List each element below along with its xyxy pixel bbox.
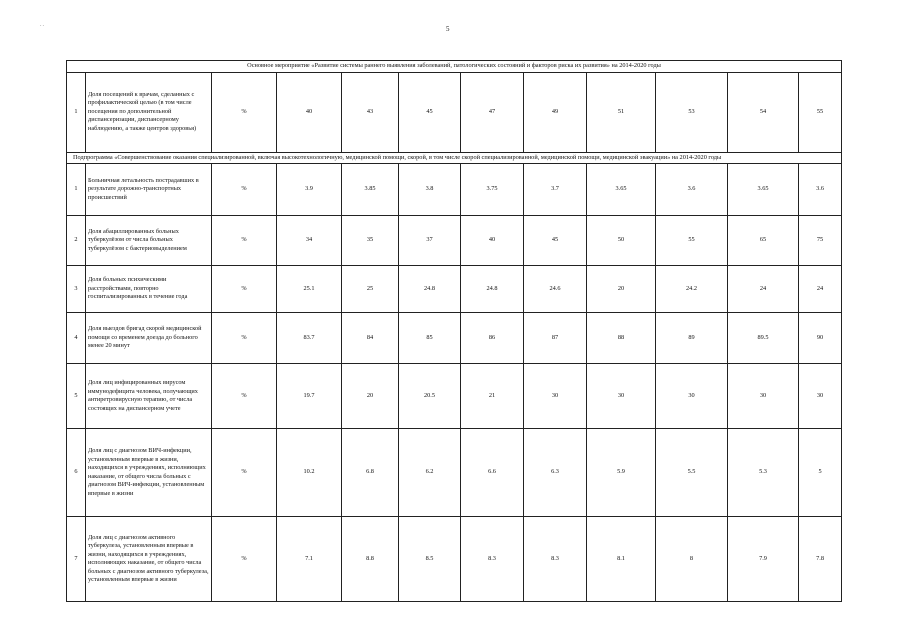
value-cell: 88 [587, 313, 656, 364]
indicator-name: Доля посещений к врачам, сделанных с профилактической целью (в том числе посещения по дополнительной диспансеризации, диспансерному наблюдению, а также центров здоровья) [86, 72, 212, 152]
value-cell: 3.7 [524, 164, 587, 216]
value-cell: 5 [799, 429, 842, 517]
value-cell: 45 [524, 216, 587, 266]
value-cell: 5.3 [728, 429, 799, 517]
value-cell: 8 [656, 517, 728, 602]
value-cell: 3.65 [587, 164, 656, 216]
indicator-name: Доля лиц инфицированных вирусом иммунодефицита человека, получающих антиретровирусную терапию, от числа состоящих на диспансерном учете [86, 364, 212, 429]
indicator-name: Доля лиц с диагнозом активного туберкулеза, установленным впервые в жизни, находящихся в учреждениях, исполняющих наказание, от общего числа больных с диагнозом активного туберкулеза, установленным впервые в жизни [86, 517, 212, 602]
value-cell: 6.2 [399, 429, 461, 517]
table-row [67, 164, 842, 216]
value-cell: 6.3 [524, 429, 587, 517]
indicator-name: Доля выездов бригад скорой медицинской помощи со временем доезда до больного менее 20 минут [86, 313, 212, 364]
value-cell: 8.3 [461, 517, 524, 602]
value-cell: 87 [524, 313, 587, 364]
row-number: 4 [67, 313, 86, 364]
value-cell: 8.3 [524, 517, 587, 602]
value-cell: 90 [799, 313, 842, 364]
value-cell: 43 [342, 72, 399, 152]
table-row [67, 266, 842, 313]
table-row [67, 72, 842, 152]
scan-marks: .. [40, 22, 45, 28]
indicator-name: Доля лиц с диагнозом ВИЧ-инфекции, установленным впервые в жизни, находящихся в учреждениях, исполняющих наказание, от общего числа больных с диагнозом ВИЧ-инфекции, установленным впервые в жизни [86, 429, 212, 517]
value-cell: 30 [524, 364, 587, 429]
value-cell: 40 [461, 216, 524, 266]
value-cell: 6.6 [461, 429, 524, 517]
unit-cell: % [212, 266, 277, 313]
value-cell: 54 [728, 72, 799, 152]
value-cell: 19.7 [277, 364, 342, 429]
row-number: 7 [67, 517, 86, 602]
indicator-name: Доля абациллированных больных туберкулёзом от числа больных туберкулёзом с бактериовыделением [86, 216, 212, 266]
unit-cell: % [212, 72, 277, 152]
unit-cell: % [212, 164, 277, 216]
value-cell: 7.8 [799, 517, 842, 602]
value-cell: 30 [656, 364, 728, 429]
subprogram-title: Подпрограмма «Совершенствование оказания специализированной, включая высокотехнологичную, медицинской помощи, скорой, в том числе скорой специализированной, медицинской помощи, медицинской эвакуации» на 2014-2020 годы [67, 152, 842, 164]
value-cell: 20 [342, 364, 399, 429]
value-cell: 24.8 [461, 266, 524, 313]
table-row [67, 364, 842, 429]
value-cell: 34 [277, 216, 342, 266]
value-cell: 50 [587, 216, 656, 266]
value-cell: 75 [799, 216, 842, 266]
value-cell: 83.7 [277, 313, 342, 364]
table-row [67, 517, 842, 602]
value-cell: 47 [461, 72, 524, 152]
value-cell: 30 [587, 364, 656, 429]
value-cell: 8.5 [399, 517, 461, 602]
value-cell: 8.8 [342, 517, 399, 602]
value-cell: 24 [728, 266, 799, 313]
table-row [67, 216, 842, 266]
value-cell: 49 [524, 72, 587, 152]
indicator-name: Больничная летальность пострадавших в результате дорожно-транспортных происшествий [86, 164, 212, 216]
value-cell: 24.6 [524, 266, 587, 313]
value-cell: 85 [399, 313, 461, 364]
value-cell: 89 [656, 313, 728, 364]
value-cell: 3.85 [342, 164, 399, 216]
value-cell: 24.8 [399, 266, 461, 313]
value-cell: 24 [799, 266, 842, 313]
value-cell: 3.9 [277, 164, 342, 216]
section-title: Основное мероприятие «Развитие системы раннего выявления заболеваний, патологических состояний и факторов риска их развития» на 2014-2020 годы [67, 61, 842, 73]
value-cell: 53 [656, 72, 728, 152]
value-cell: 84 [342, 313, 399, 364]
value-cell: 45 [399, 72, 461, 152]
value-cell: 25.1 [277, 266, 342, 313]
value-cell: 3.6 [799, 164, 842, 216]
row-number: 2 [67, 216, 86, 266]
value-cell: 3.8 [399, 164, 461, 216]
value-cell: 86 [461, 313, 524, 364]
unit-cell: % [212, 517, 277, 602]
unit-cell: % [212, 313, 277, 364]
value-cell: 3.65 [728, 164, 799, 216]
value-cell: 35 [342, 216, 399, 266]
indicators-table [66, 60, 842, 602]
indicator-name: Доля больных психическими расстройствами, повторно госпитализированных в течение года [86, 266, 212, 313]
row-number: 1 [67, 164, 86, 216]
value-cell: 8.1 [587, 517, 656, 602]
row-number: 1 [67, 72, 86, 152]
row-number: 5 [67, 364, 86, 429]
page-number: 5 [446, 25, 450, 33]
unit-cell: % [212, 429, 277, 517]
value-cell: 3.75 [461, 164, 524, 216]
section-header-row [67, 61, 842, 73]
value-cell: 25 [342, 266, 399, 313]
subprogram-header-row [67, 152, 842, 164]
value-cell: 5.9 [587, 429, 656, 517]
value-cell: 55 [656, 216, 728, 266]
unit-cell: % [212, 364, 277, 429]
value-cell: 20.5 [399, 364, 461, 429]
value-cell: 7.9 [728, 517, 799, 602]
value-cell: 55 [799, 72, 842, 152]
value-cell: 3.6 [656, 164, 728, 216]
value-cell: 5.5 [656, 429, 728, 517]
value-cell: 6.8 [342, 429, 399, 517]
unit-cell: % [212, 216, 277, 266]
row-number: 6 [67, 429, 86, 517]
table-row [67, 429, 842, 517]
value-cell: 21 [461, 364, 524, 429]
value-cell: 37 [399, 216, 461, 266]
table-row [67, 313, 842, 364]
value-cell: 51 [587, 72, 656, 152]
value-cell: 20 [587, 266, 656, 313]
value-cell: 7.1 [277, 517, 342, 602]
value-cell: 30 [728, 364, 799, 429]
value-cell: 24.2 [656, 266, 728, 313]
value-cell: 10.2 [277, 429, 342, 517]
value-cell: 30 [799, 364, 842, 429]
value-cell: 89.5 [728, 313, 799, 364]
row-number: 3 [67, 266, 86, 313]
value-cell: 65 [728, 216, 799, 266]
value-cell: 40 [277, 72, 342, 152]
